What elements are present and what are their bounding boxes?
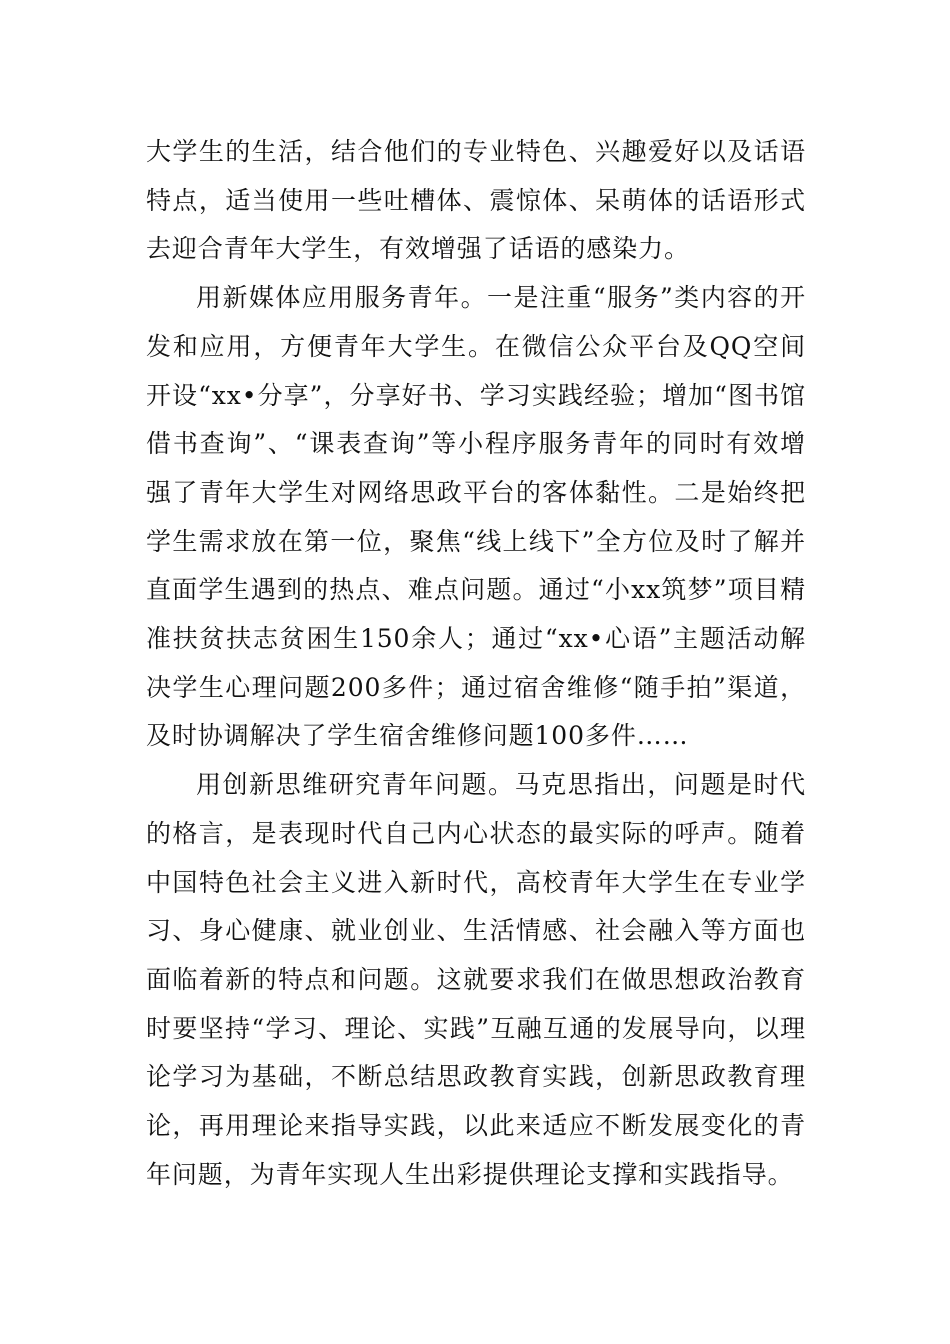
paragraph-new-media-service: 用新媒体应用服务青年。一是注重“服务”类内容的开发和应用，方便青年大学生。在微信公众平台及QQ空间开设“xx•分享”，分享好书、学习实践经验；增加“图书馆借书查询”、“课表查询”等小程序服务青年的同时有效增强了青年大学生对网络思政平台的客体黏性。二是始终把学生需求放在第一位，聚焦“线上线下”全方位及时了解并直面学生遇到的热点、难点问题。通过“小xx筑梦”项目精准扶贫扶志贫困生150余人；通过“xx•心语”主题活动解决学生心理问题200多件；通过宿舍维修“随手拍”渠道，及时协调解决了学生宿舍维修问题100多件…… (146, 283, 806, 751)
body-text (146, 128, 806, 1199)
paragraph-continuation: 大学生的生活，结合他们的专业特色、兴趣爱好以及话语特点，适当使用一些吐槽体、震惊体、呆萌体的话语形式去迎合青年大学生，有效增强了话语的感染力。 (146, 137, 806, 264)
paragraph-innovative-thinking: 用创新思维研究青年问题。马克思指出，问题是时代的格言，是表现时代自己内心状态的最实际的呼声。随着中国特色社会主义进入新时代，高校青年大学生在专业学习、身心健康、就业创业、生活情感、社会融入等方面也面临着新的特点和问题。这就要求我们在做思想政治教育时要坚持“学习、理论、实践”互融互通的发展导向，以理论学习为基础，不断总结思政教育实践，创新思政教育理论，再用理论来指导实践，以此来适应不断发展变化的青年问题，为青年实现人生出彩提供理论支撑和实践指导。 (146, 770, 806, 1189)
